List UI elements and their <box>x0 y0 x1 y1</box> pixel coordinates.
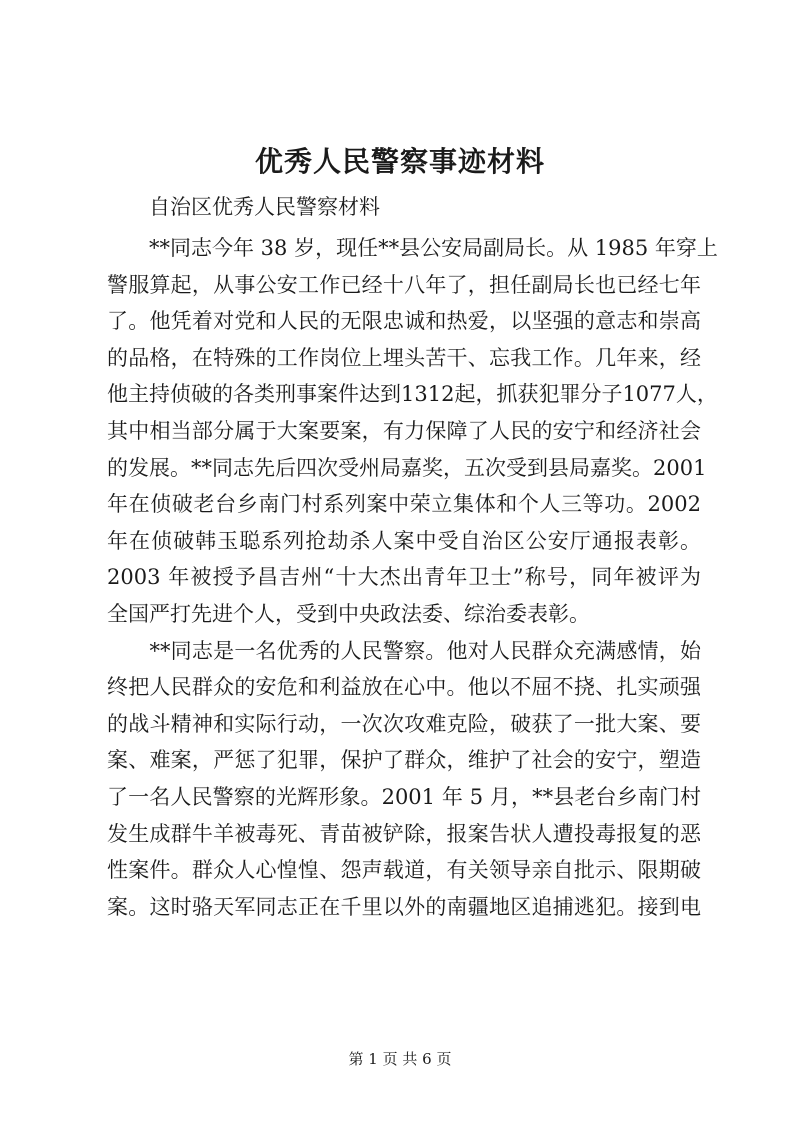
text-line: 的战斗精神和实际行动，一次次攻难克险，破获了一批大案、要 <box>107 711 701 736</box>
text-line: **同志今年 38 岁，现任**县公安局副局长。从 1985 年穿上 <box>107 236 718 260</box>
text-line: **同志是一名优秀的人民警察。他对人民群众充满感情，始 <box>107 638 701 663</box>
text-line: 性案件。群众人心惶惶、怨声载道，有关领导亲自批示、限期破 <box>107 858 701 883</box>
paragraph-1 <box>107 230 718 633</box>
paragraph-2 <box>107 633 701 926</box>
text-line: 发生成群牛羊被毒死、青苗被铲除，报案告状人遭投毒报复的恶 <box>107 821 701 846</box>
text-line: 了一名人民警察的光辉形象。2001 年 5 月，**县老台乡南门村 <box>107 784 701 809</box>
text-line: 的发展。**同志先后四次受州局嘉奖，五次受到县局嘉奖。2001 <box>107 455 707 480</box>
text-line: 其中相当部分属于大案要案，有力保障了人民的安宁和经济社会 <box>107 418 701 443</box>
text-line: 2003 年被授予昌吉州“十大杰出青年卫士”称号，同年被评为 <box>107 565 701 590</box>
document-body <box>107 230 718 925</box>
document-subtitle: 自治区优秀人民警察材料 <box>149 195 380 219</box>
text-line: 警服算起，从事公安工作已经十八年了，担任副局长也已经七年 <box>107 272 701 297</box>
text-line: 了。他凭着对党和人民的无限忠诚和热爱，以坚强的意志和崇高 <box>107 309 701 334</box>
document-title: 优秀人民警察事迹材料 <box>254 145 545 178</box>
text-line: 年在侦破韩玉聪系列抢劫杀人案中受自治区公安厅通报表彰。 <box>107 528 701 553</box>
text-line: 全国严打先进个人，受到中央政法委、综治委表彰。 <box>107 601 590 626</box>
text-line: 年在侦破老台乡南门村系列案中荣立集体和个人三等功。2002 <box>107 492 701 517</box>
text-line: 终把人民群众的安危和利益放在心中。他以不屈不挠、扎实顽强 <box>107 675 701 700</box>
text-line: 案、难案，严惩了犯罪，保护了群众，维护了社会的安宁，塑造 <box>107 748 701 773</box>
text-line: 案。这时骆天军同志正在千里以外的南疆地区追捕逃犯。接到电 <box>107 894 701 919</box>
page-footer: 第 1 页 共 6 页 <box>348 1050 452 1068</box>
text-line: 的品格，在特殊的工作岗位上埋头苦干、忘我工作。几年来，经 <box>107 345 701 370</box>
text-line: 他主持侦破的各类刑事案件达到1312起，抓获犯罪分子1077人， <box>107 382 718 407</box>
